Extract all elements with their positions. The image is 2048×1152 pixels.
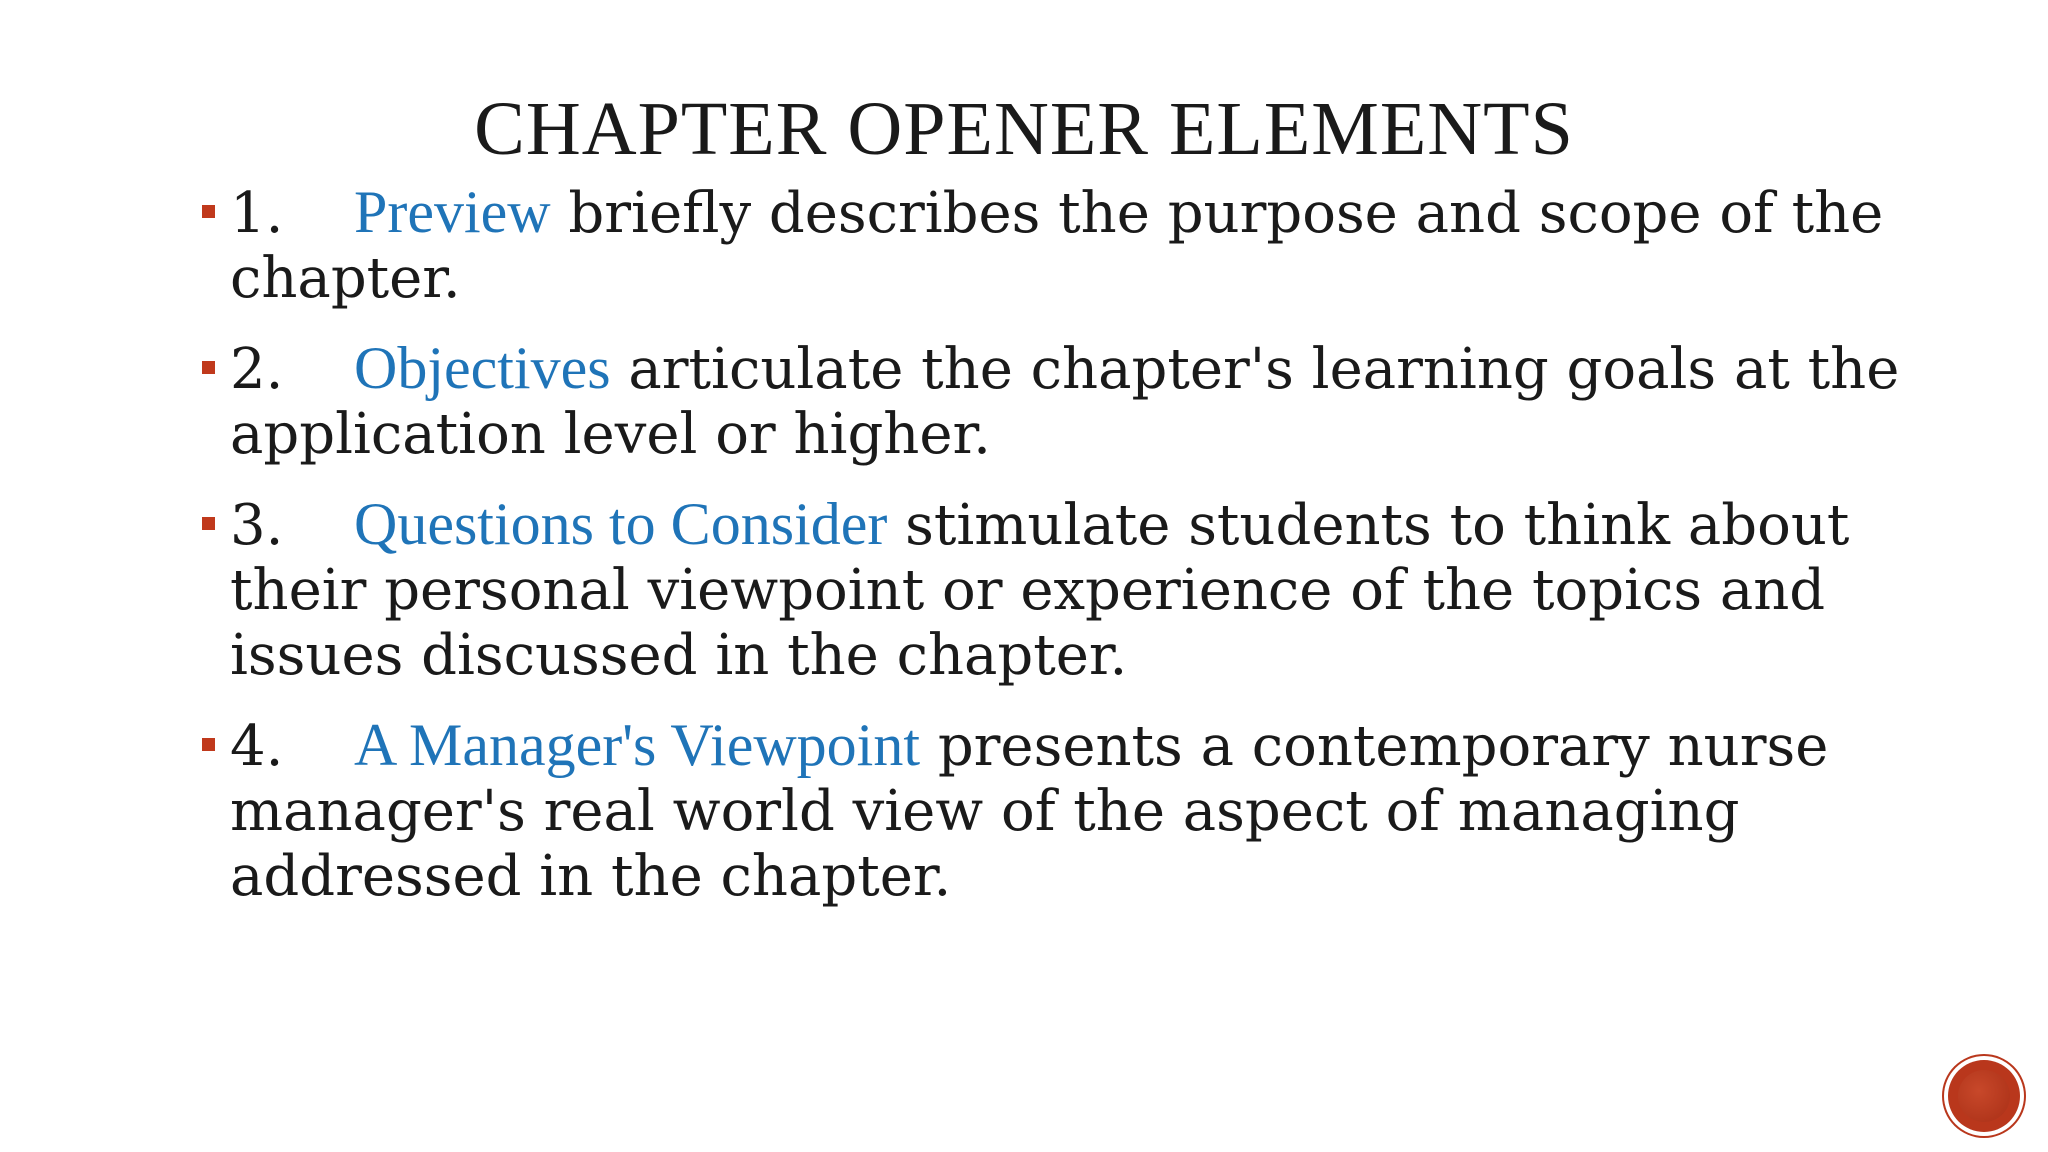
list-item xyxy=(200,492,1900,688)
square-bullet-icon xyxy=(202,205,215,218)
square-bullet-icon xyxy=(202,738,215,751)
item-term: A Manager's Viewpoint xyxy=(354,712,921,778)
item-text: stimulate students to think about their personal viewpoint or experience of the topics and issues discussed in the chapter. xyxy=(230,493,1850,688)
item-term: Preview xyxy=(354,179,551,245)
item-text: articulate the chapter's learning goals at the application level or higher. xyxy=(230,337,1900,467)
item-number: 2. xyxy=(230,337,284,402)
list-item xyxy=(200,180,1900,311)
circle-badge-icon[interactable] xyxy=(1948,1060,2020,1132)
item-number: 1. xyxy=(230,181,284,246)
item-number: 4. xyxy=(230,714,284,779)
bullet-list xyxy=(200,180,1900,934)
item-term: Objectives xyxy=(354,335,611,401)
square-bullet-icon xyxy=(202,361,215,374)
square-bullet-icon xyxy=(202,517,215,530)
list-item xyxy=(200,336,1900,467)
list-item xyxy=(200,713,1900,909)
item-term: Questions to Consider xyxy=(354,491,888,557)
item-text: presents a contemporary nurse manager's real world view of the aspect of managing addressed in the chapter. xyxy=(230,714,1829,909)
item-text: briefly describes the purpose and scope of the chapter. xyxy=(230,181,1884,311)
slide-title: CHAPTER OPENER ELEMENTS xyxy=(474,87,1574,171)
item-number: 3. xyxy=(230,493,284,558)
